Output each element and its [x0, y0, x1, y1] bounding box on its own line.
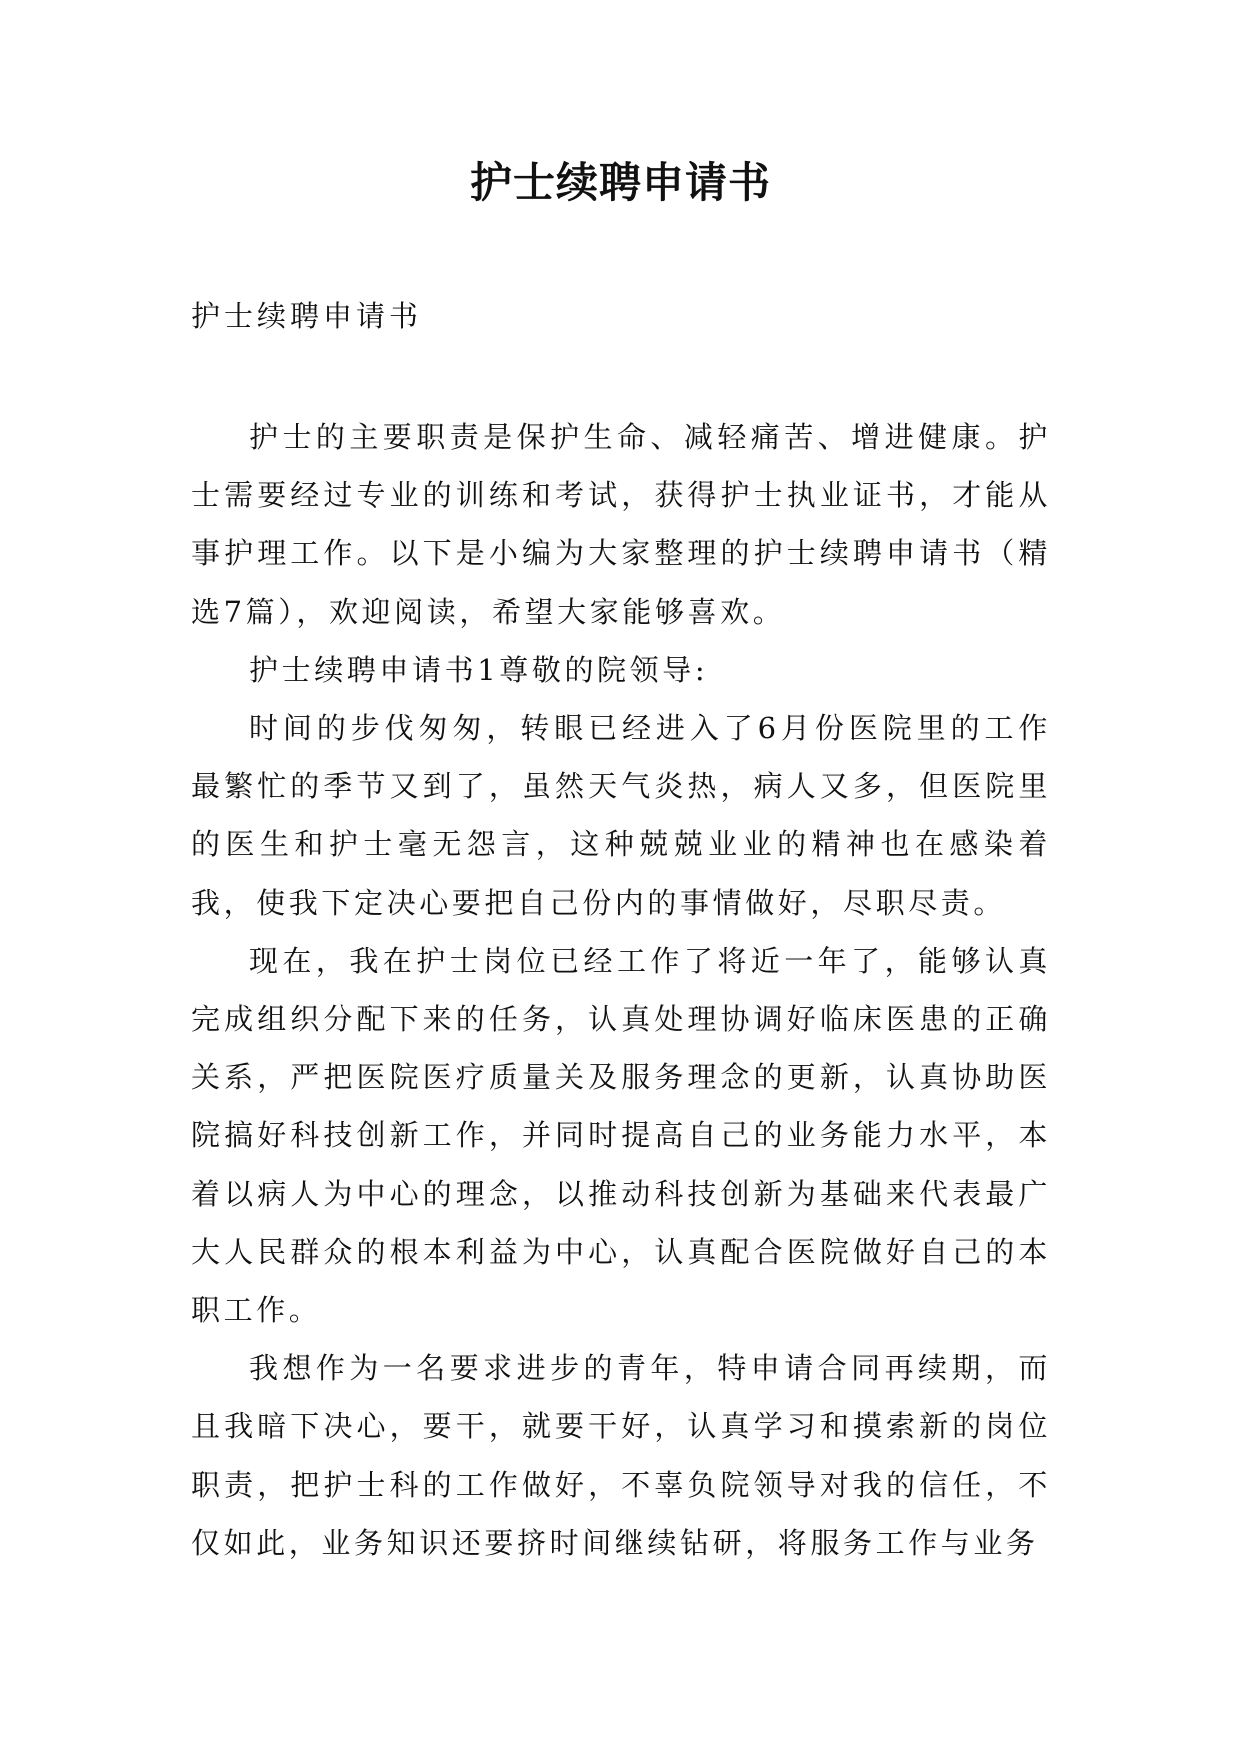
paragraph-salutation: 护士续聘申请书1尊敬的院领导:	[249, 652, 709, 687]
document-title: 护士续聘申请书	[469, 158, 771, 207]
paragraph-body: 我想作为一名要求进步的青年，特申请合同再续期，而且我暗下决心，要干，就要干好，认真学习和摸索新的岗位职责，把护士科的工作做好，不辜负院领导对我的信任，不仅如此，业务知识还要挤时间继续钻研，将服务工作与业务	[191, 1351, 1051, 1560]
paragraph-intro: 护士的主要职责是保护生命、减轻痛苦、增进健康。护士需要经过专业的训练和考试，获得护士执业证书，才能从事护理工作。以下是小编为大家整理的护士续聘申请书（精选7篇），欢迎阅读，希望大家能够喜欢。	[191, 420, 1051, 629]
document-body	[191, 408, 1051, 1572]
paragraph-body: 现在，我在护士岗位已经工作了将近一年了，能够认真完成组织分配下来的任务，认真处理协调好临床医患的正确关系，严把医院医疗质量关及服务理念的更新，认真协助医院搞好科技创新工作，并同时提高自己的业务能力水平，本着以病人为中心的理念，以推动科技创新为基础来代表最广大人民群众的根本利益为中心，认真配合医院做好自己的本职工作。	[191, 943, 1051, 1328]
document-subtitle: 护士续聘申请书	[191, 299, 423, 333]
paragraph-body: 时间的步伐匆匆，转眼已经进入了6月份医院里的工作最繁忙的季节又到了，虽然天气炎热，病人又多，但医院里的医生和护士毫无怨言，这种兢兢业业的精神也在感染着我，使我下定决心要把自己份内的事情做好，尽职尽责。	[191, 711, 1051, 920]
